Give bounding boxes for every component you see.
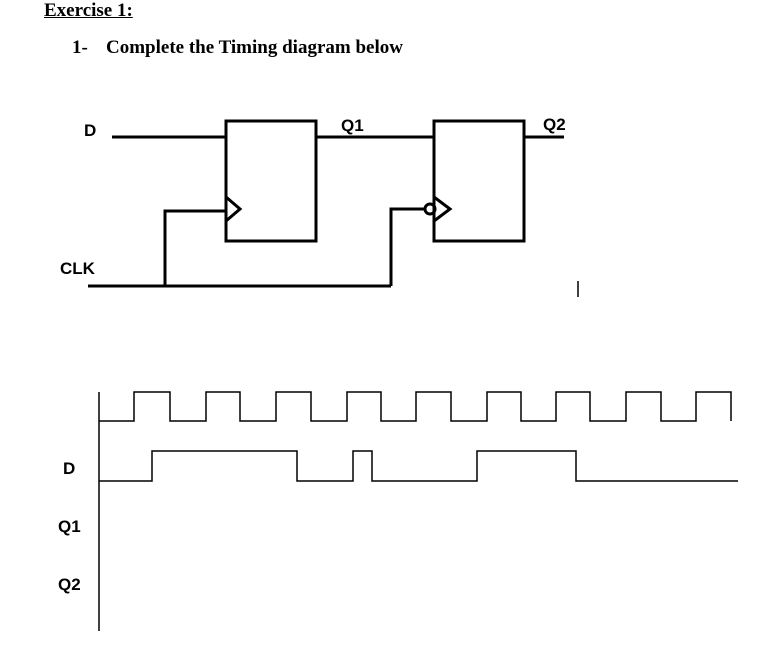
question-number: 1- — [72, 37, 88, 58]
exercise-title: Exercise 1: — [44, 0, 133, 21]
clk-branch-ff1 — [165, 211, 226, 286]
flip-flop-1 — [226, 121, 316, 241]
inverting-bubble — [425, 204, 435, 214]
d-waveform — [99, 451, 738, 481]
clock-waveform — [99, 392, 731, 421]
circuit-label-clk: CLK — [60, 259, 95, 278]
timing-label-q2: Q2 — [58, 575, 81, 594]
timing-label-d: D — [63, 459, 76, 478]
flip-flop-circuit — [60, 115, 578, 297]
circuit-label-q2: Q2 — [543, 115, 566, 134]
flip-flop-2 — [434, 121, 524, 241]
timing-label-q1: Q1 — [58, 517, 81, 536]
clk-branch-ff2 — [391, 209, 425, 286]
circuit-label-q1: Q1 — [341, 116, 364, 135]
question-text: Complete the Timing diagram below — [106, 37, 403, 58]
clock-triangle-1 — [226, 197, 240, 221]
timing-diagram — [58, 392, 738, 631]
circuit-label-d: D — [84, 121, 97, 140]
